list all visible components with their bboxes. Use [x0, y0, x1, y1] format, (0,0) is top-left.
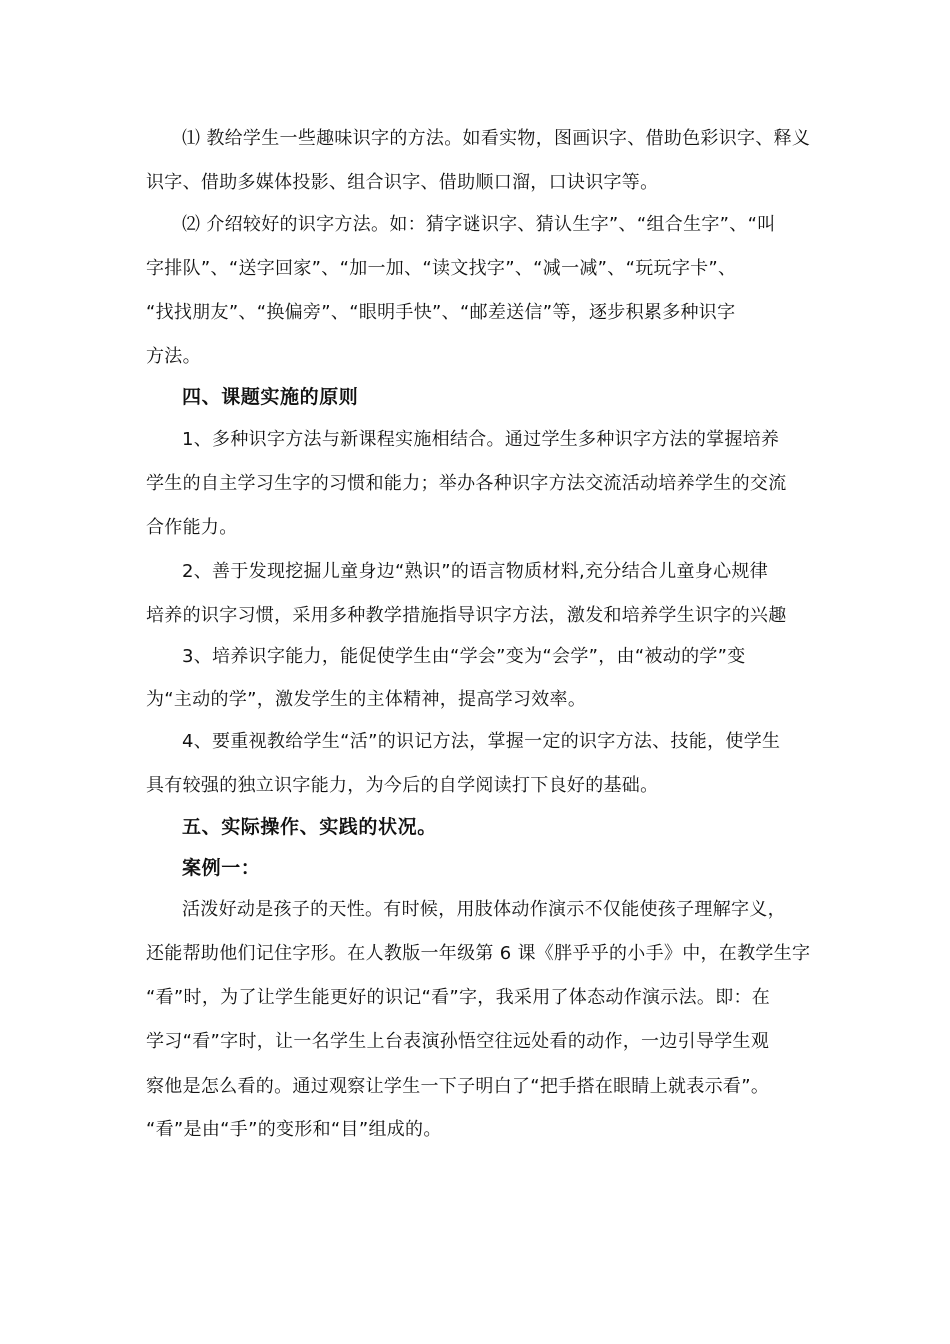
section-heading: 四、课题实施的原则	[182, 386, 359, 408]
paragraph-line: 2、善于发现挖掘儿童身边“熟识”的语言物质材料,充分结合儿童身心规律	[182, 561, 769, 582]
paragraph-line: 方法。	[146, 346, 201, 367]
paragraph-line: “看”是由“手”的变形和“目”组成的。	[146, 1119, 442, 1140]
paragraph-line: 学生的自主学习生字的习惯和能力；举办各种识字方法交流活动培养学生的交流	[146, 473, 787, 494]
paragraph-line: 字排队”、“送字回家”、“加一加、“读文找字”、“减一减”、“玩玩字卡”、	[146, 258, 737, 279]
paragraph-line: “找找朋友”、“换偏旁”、“眼明手快”、“邮差送信”等，逐步积累多种识字	[146, 302, 736, 323]
paragraph-line: 具有较强的独立识字能力，为今后的自学阅读打下良好的基础。	[146, 775, 659, 796]
case-title: 案例一：	[182, 857, 261, 879]
paragraph-line: 学习“看”字时，让一名学生上台表演孙悟空往远处看的动作，一边引导学生观	[146, 1031, 770, 1052]
paragraph-line: 1、多种识字方法与新课程实施相结合。通过学生多种识字方法的掌握培养	[182, 429, 780, 450]
paragraph-line: 为“主动的学”，激发学生的主体精神，提高学习效率。	[146, 689, 587, 710]
paragraph-line: 还能帮助他们记住字形。在人教版一年级第 6 课《胖乎乎的小手》中，在教学生字	[146, 943, 811, 964]
paragraph-line: ⑴ 教给学生一些趣味识字的方法。如看实物，图画识字、借助色彩识字、释义	[182, 128, 811, 149]
paragraph-line: 察他是怎么看的。通过观察让学生一下子明白了“把手搭在眼睛上就表示看”。	[146, 1076, 770, 1097]
paragraph-line: 合作能力。	[146, 517, 238, 538]
paragraph-line: ⑵ 介绍较好的识字方法。如：猜字谜识字、猜认生字”、“组合生字”、“叫	[182, 214, 776, 235]
paragraph-line: 活泼好动是孩子的天性。有时候，用肢体动作演示不仅能使孩子理解字义，	[182, 899, 786, 920]
paragraph-line: 培养的识字习惯，采用多种教学措施指导识字方法，激发和培养学生识字的兴趣	[146, 605, 787, 626]
paragraph-line: 3、培养识字能力，能促使学生由“学会”变为“会学”，由“被动的学”变	[182, 646, 746, 667]
paragraph-line: 识字、借助多媒体投影、组合识字、借助顺口溜，口诀识字等。	[146, 172, 659, 193]
paragraph-line: 4、要重视教给学生“活”的识记方法，掌握一定的识字方法、技能，使学生	[182, 731, 781, 752]
section-heading: 五、实际操作、实践的状况。	[182, 816, 437, 838]
paragraph-line: “看”时，为了让学生能更好的识记“看”字，我采用了体态动作演示法。即：在	[146, 987, 771, 1008]
